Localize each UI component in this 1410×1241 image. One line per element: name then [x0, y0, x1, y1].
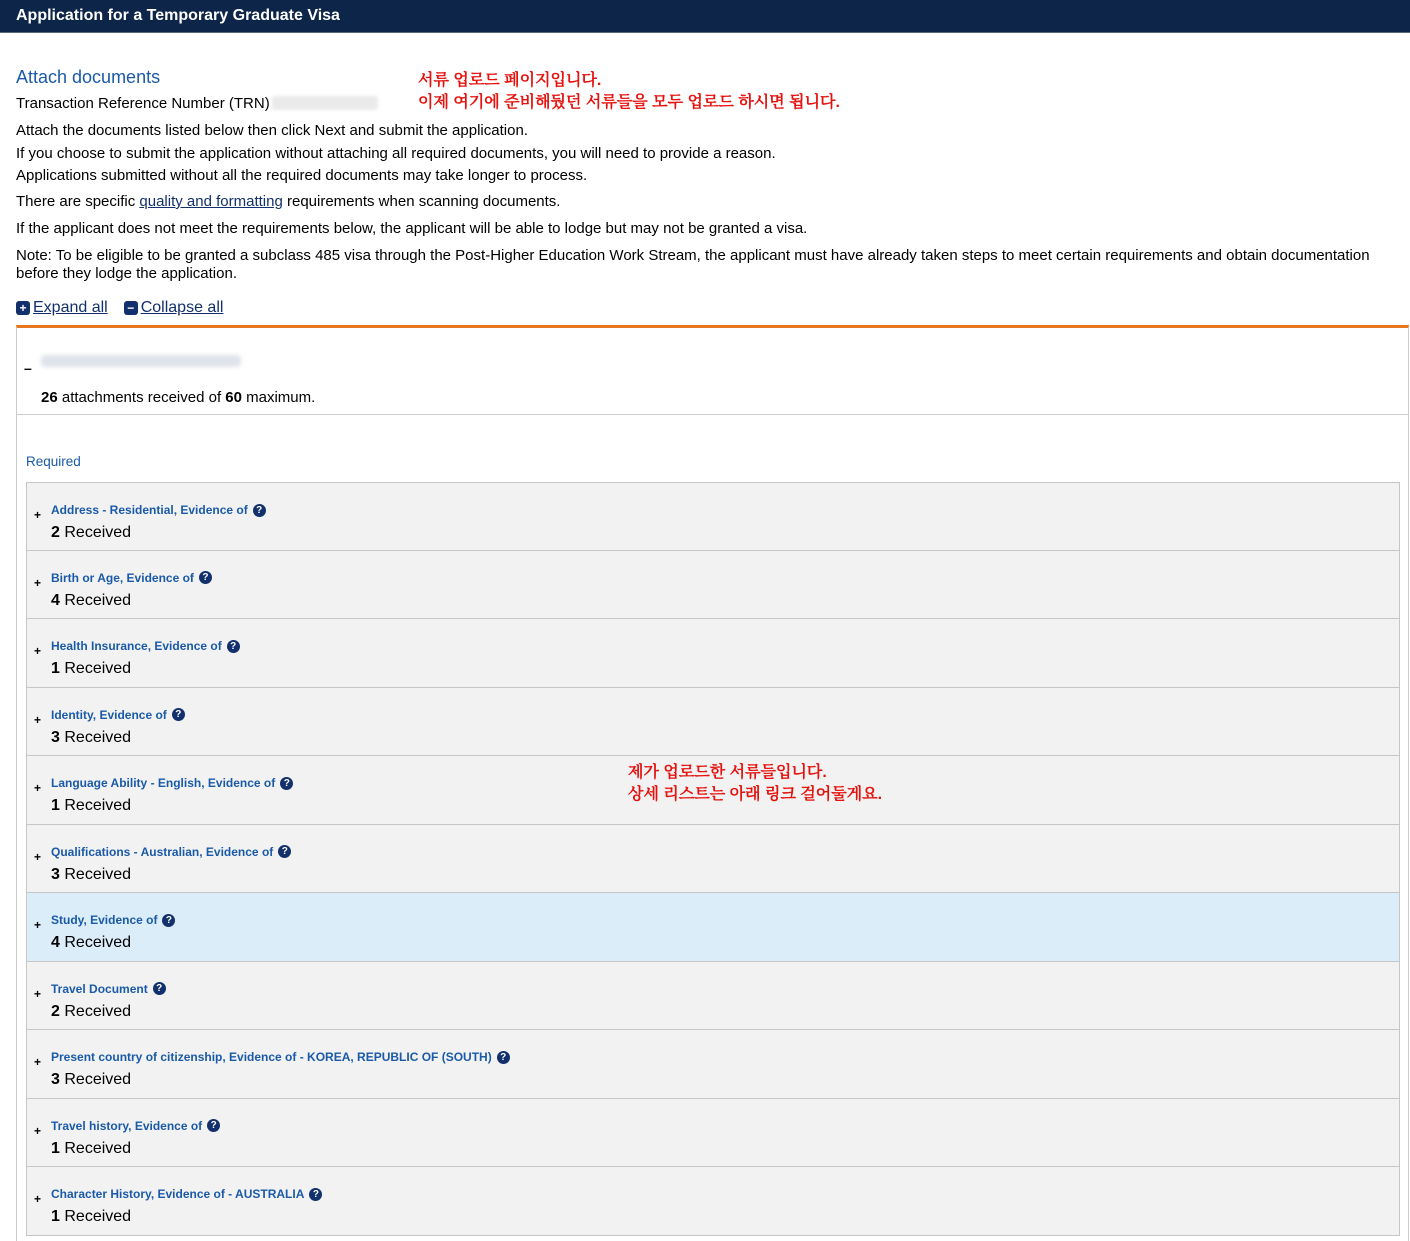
category-title[interactable]: Present country of citizenship, Evidence of - KOREA, REPUBLIC OF (SOUTH): [51, 1050, 492, 1064]
required-categories-list: [26, 482, 1400, 1236]
expand-icon[interactable]: +: [34, 986, 42, 1001]
help-icon[interactable]: ?: [172, 708, 185, 721]
instruction-line-3: Applications submitted without all the required documents may take longer to process.: [16, 167, 588, 184]
help-icon[interactable]: ?: [278, 845, 291, 858]
received-label: Received: [64, 934, 132, 951]
category-row[interactable]: [26, 551, 1400, 620]
attachments-received: 26: [41, 389, 58, 406]
category-title-wrap[interactable]: [51, 639, 240, 653]
category-title[interactable]: Travel Document: [51, 981, 148, 996]
app-header-bar: [0, 0, 1410, 33]
received-number: 3: [51, 1071, 60, 1088]
received-label: Received: [64, 728, 132, 746]
category-title-wrap[interactable]: [51, 982, 166, 996]
received-number: 2: [51, 1002, 60, 1020]
expand-icon[interactable]: +: [34, 1055, 42, 1069]
annotation-mid-line2: 상세 리스트는 아래 링크 걸어둘게요.: [628, 786, 883, 803]
category-title-wrap[interactable]: [51, 708, 185, 722]
expand-icon[interactable]: +: [34, 712, 42, 727]
expand-collapse-controls: [16, 299, 223, 317]
category-title-wrap[interactable]: [51, 913, 175, 927]
minus-box-icon: −: [124, 301, 138, 315]
applicant-name-redacted: [41, 355, 241, 367]
received-label: Received: [64, 1071, 132, 1088]
received-count: [51, 866, 131, 884]
category-row[interactable]: [26, 619, 1400, 688]
category-row[interactable]: [26, 1030, 1400, 1099]
received-number: 1: [51, 660, 60, 677]
received-label: Received: [64, 591, 132, 609]
category-row[interactable]: [26, 1099, 1400, 1168]
received-count: [51, 797, 131, 815]
expand-icon[interactable]: +: [34, 1192, 42, 1206]
help-icon[interactable]: ?: [280, 777, 293, 790]
category-row[interactable]: [26, 688, 1400, 757]
category-title[interactable]: Identity, Evidence of: [51, 707, 167, 722]
applicant-panel-header[interactable]: [17, 328, 1408, 415]
expand-icon[interactable]: +: [34, 508, 42, 522]
category-row[interactable]: [26, 825, 1400, 894]
received-number: 4: [51, 591, 60, 609]
annotation-top-line2: 이제 여기에 준비해뒀던 서류들을 모두 업로드 하시면 됩니다.: [418, 94, 840, 111]
category-row[interactable]: [26, 893, 1400, 962]
category-row[interactable]: [26, 482, 1400, 551]
expand-all-link[interactable]: [16, 299, 108, 317]
received-count: [51, 1071, 131, 1089]
expand-all-label: Expand all: [33, 299, 108, 316]
category-title[interactable]: Character History, Evidence of - AUSTRALIA: [51, 1187, 305, 1201]
category-title[interactable]: Qualifications - Australian, Evidence of: [51, 844, 274, 859]
eligibility-note: Note: To be eligible to be granted a subclass 485 visa through the Post-Higher Education Work Stream, the applicant must have already taken steps to meet certain requirements and obtain documentation before they lodge the application.: [16, 247, 1370, 282]
category-title[interactable]: Address - Residential, Evidence of: [51, 503, 248, 517]
category-row[interactable]: [26, 962, 1400, 1031]
category-title-wrap[interactable]: [51, 1119, 220, 1133]
received-number: 1: [51, 1139, 60, 1157]
attachments-text-mid: attachments received of: [57, 389, 226, 406]
received-number: 2: [51, 524, 60, 541]
received-label: Received: [64, 1002, 132, 1020]
received-number: 3: [51, 865, 60, 883]
instruction-line-5: If the applicant does not meet the requirements below, the applicant will be able to lodge but may not be granted a visa.: [16, 220, 808, 237]
expand-icon[interactable]: +: [34, 644, 42, 658]
trn-line: [16, 95, 378, 113]
instruction-line-2: If you choose to submit the application without attaching all required documents, you will need to provide a reason.: [16, 145, 776, 162]
annotation-middle: [628, 762, 882, 806]
category-title-wrap[interactable]: [51, 845, 291, 859]
received-count: [51, 729, 131, 747]
help-icon[interactable]: ?: [497, 1051, 510, 1064]
received-number: 1: [51, 1208, 60, 1225]
collapse-all-link[interactable]: [124, 299, 224, 317]
received-count: [51, 934, 131, 952]
attachments-text-end: maximum.: [241, 389, 316, 406]
trn-value-redacted: [272, 96, 378, 110]
attachments-max: 60: [225, 389, 242, 406]
instruction-line-1: Attach the documents listed below then click Next and submit the application.: [16, 122, 528, 139]
trn-label: Transaction Reference Number (TRN): [16, 95, 270, 112]
category-title[interactable]: Language Ability - English, Evidence of: [51, 776, 276, 790]
annotation-mid-line1: 제가 업로드한 서류들입니다.: [628, 764, 827, 781]
expand-icon[interactable]: +: [34, 781, 42, 795]
instruction-line-4: [16, 193, 560, 211]
category-title-wrap[interactable]: [51, 503, 266, 517]
category-title-wrap[interactable]: [51, 776, 293, 790]
category-title[interactable]: Study, Evidence of: [51, 913, 158, 927]
category-title-wrap[interactable]: [51, 571, 212, 585]
received-count: [51, 524, 131, 542]
help-icon[interactable]: ?: [162, 914, 175, 927]
received-count: [51, 592, 131, 610]
received-label: Received: [64, 797, 132, 814]
received-label: Received: [64, 1208, 132, 1225]
received-label: Received: [64, 865, 132, 883]
plus-box-icon: +: [16, 301, 30, 315]
help-icon[interactable]: ?: [207, 1119, 220, 1132]
category-title-wrap[interactable]: [51, 1050, 510, 1064]
expand-icon[interactable]: +: [34, 575, 42, 590]
instruction-line-4-pre: There are specific: [16, 193, 140, 210]
help-icon[interactable]: ?: [199, 571, 212, 584]
expand-icon[interactable]: +: [34, 849, 42, 864]
collapse-all-label: Collapse all: [140, 299, 224, 316]
received-label: Received: [64, 660, 132, 677]
received-count: [51, 1208, 131, 1226]
annotation-top-line1: 서류 업로드 페이지입니다.: [418, 72, 602, 89]
category-title[interactable]: Health Insurance, Evidence of: [51, 639, 222, 653]
received-count: [51, 1140, 131, 1158]
received-number: 3: [51, 728, 60, 746]
help-icon[interactable]: ?: [153, 982, 166, 995]
expand-icon[interactable]: +: [34, 1123, 42, 1138]
category-title[interactable]: Travel history, Evidence of: [51, 1118, 203, 1133]
category-title-wrap[interactable]: [51, 1187, 322, 1201]
panel-collapse-icon[interactable]: –: [24, 360, 32, 376]
received-number: 1: [51, 797, 60, 814]
quality-formatting-link[interactable]: quality and formatting: [139, 193, 283, 210]
annotation-top: [418, 70, 840, 114]
help-icon[interactable]: ?: [309, 1188, 322, 1201]
received-count: [51, 1003, 131, 1021]
expand-icon[interactable]: +: [34, 918, 42, 932]
attachments-count: [41, 389, 315, 406]
page-title: Attach documents: [16, 67, 161, 87]
category-row[interactable]: [26, 1167, 1400, 1236]
help-icon[interactable]: ?: [227, 640, 240, 653]
received-label: Received: [64, 524, 132, 541]
required-heading: Required: [26, 454, 81, 469]
category-title[interactable]: Birth or Age, Evidence of: [51, 570, 194, 585]
received-number: 4: [51, 934, 60, 951]
app-title: Application for a Temporary Graduate Visa: [16, 7, 340, 24]
instruction-line-4-post: requirements when scanning documents.: [282, 193, 561, 210]
received-label: Received: [64, 1139, 132, 1157]
received-count: [51, 660, 131, 678]
help-icon[interactable]: ?: [253, 504, 266, 517]
